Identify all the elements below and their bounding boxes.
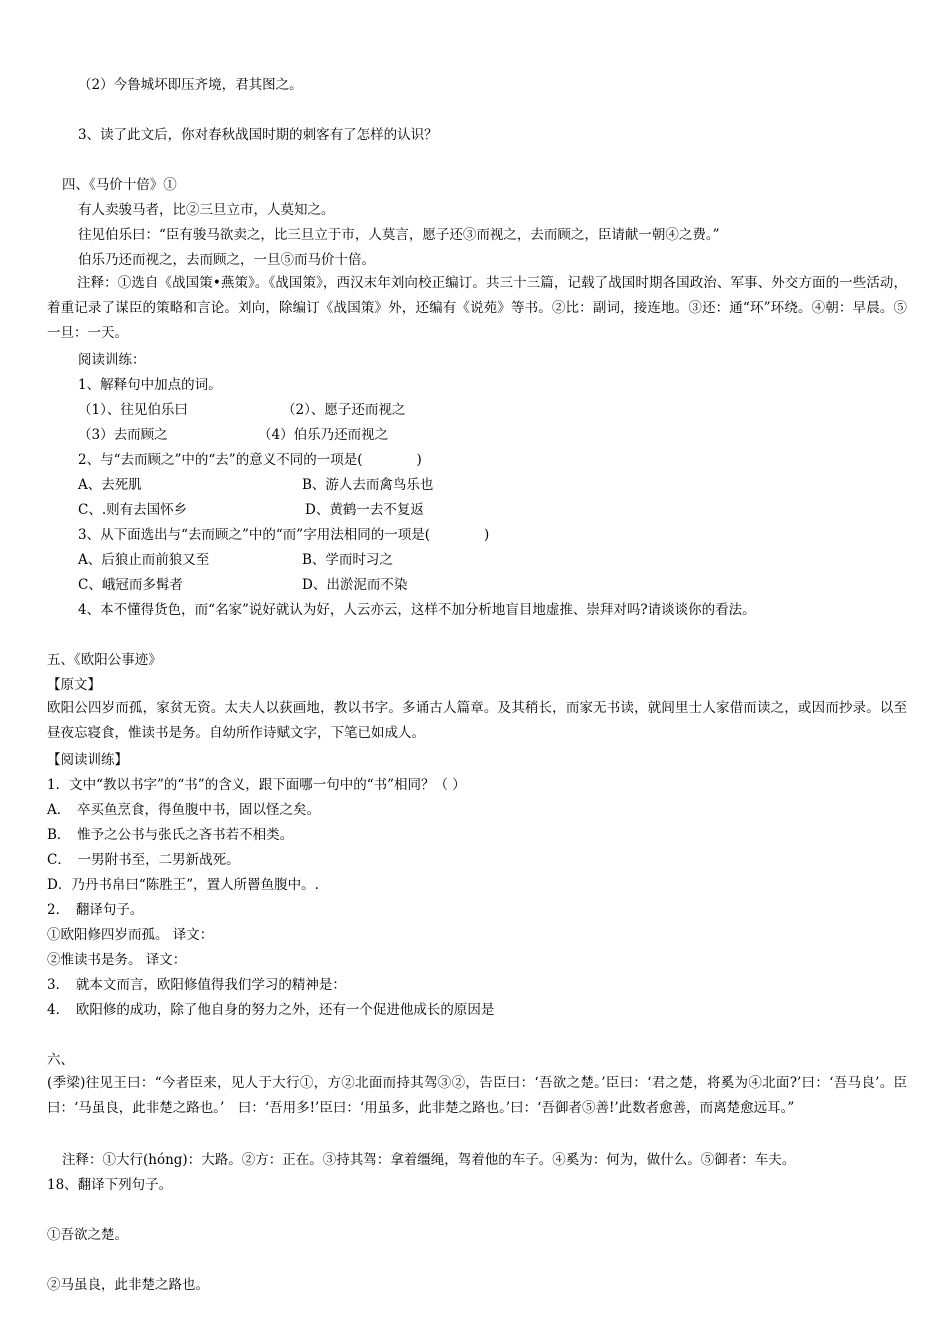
section-4-notes: 注释：①选自《战国策•燕策》。《战国策》，西汉末年刘向校正编订。共三十三篇，记载了战国时期各国政治、军事、外交方面的一些活动，着重记录了谋臣的策略和言论。刘向，除编订《战国策》外，还编有《说苑》等书。②比：副词，接连地。③还：通“环”环绕。④朝：早晨。⑤一旦：一天。 xyxy=(47,275,907,341)
section-4-title: 四、《马价十倍》① xyxy=(62,177,177,193)
section-4-q1-item-4: （4）伯乐乃还而视之 xyxy=(258,427,389,443)
section-4-q3-option-d: D、出淤泥而不染 xyxy=(302,577,408,593)
section-4-para-1: 有人卖骏马者，比②三旦立市，人莫知之。 xyxy=(78,202,335,218)
section-6-text: (季梁)往见王曰：“今者臣来，见人于大行①，方②北面而持其驾③②，告臣曰：‘吾欲之楚。’臣曰：‘君之楚，将奚为④北面?’曰：‘吾马良’。臣曰：‘马虽良，此非楚之路也。’ 曰：‘吾用多!’臣曰：‘用虽多，此非楚之路也。’曰：‘吾御者⑤善!’此数者愈善，而离楚愈远耳。” xyxy=(47,1075,907,1116)
section-5-q1-option-a: A． 卒买鱼烹食，得鱼腹中书，固以怪之矣。 xyxy=(47,802,320,818)
section-6-title: 六、 xyxy=(47,1052,74,1068)
section-4-question-3: 3、从下面选出与“去而顾之”中的“而”字用法相同的一项是( ) xyxy=(78,527,490,543)
section-5-q1-option-b: B． 惟予之公书与张氏之吝书若不相类。 xyxy=(47,827,294,843)
section-4-q3-option-c: C、峨冠而多髯者 xyxy=(78,577,183,593)
section-6-sentence-2: ②马虽良，此非楚之路也。 xyxy=(47,1277,209,1293)
section-4-question-1: 1、解释句中加点的词。 xyxy=(78,377,222,393)
section-4-training-heading: 阅读训练： xyxy=(78,352,146,368)
section-4-q3-option-a: A、后狼止而前狼又至 xyxy=(78,552,210,568)
question-top-3: 3、读了此文后，你对春秋战国时期的刺客有了怎样的认识？ xyxy=(78,127,438,143)
section-5-question-3: 3． 就本文而言，欧阳修值得我们学习的精神是： xyxy=(47,977,346,993)
section-5-q1-option-c: C． 一男附书至，二男新战死。 xyxy=(47,852,240,868)
question-top-2: （2）今鲁城坏即压齐境，君其图之。 xyxy=(78,77,303,93)
section-5-translate-1: ①欧阳修四岁而孤。 译文： xyxy=(47,927,214,943)
section-4-question-4: 4、本不懂得货色，而“名家”说好就认为好，人云亦云，这样不加分析地盲目地虚推、崇拜对吗?请谈谈你的看法。 xyxy=(78,602,756,618)
section-5-question-4: 4． 欧阳修的成功，除了他自身的努力之外，还有一个促进他成长的原因是 xyxy=(47,1002,495,1018)
section-4-q2-option-b: B、游人去而禽鸟乐也 xyxy=(302,477,434,493)
section-4-q2-option-a: A、去死肌 xyxy=(78,477,142,493)
section-5-original-text: 欧阳公四岁而孤，家贫无资。太夫人以荻画地，教以书字。多诵古人篇章。及其稍长，而家无书读，就闾里士人家借而读之，或因而抄录。以至昼夜忘寝食，惟读书是务。自幼所作诗赋文字，下笔已如成人。 xyxy=(47,700,907,741)
section-6-question-18: 18、翻译下列句子。 xyxy=(47,1177,173,1193)
section-5-title: 五、《欧阳公事迹》 xyxy=(47,652,162,668)
section-4-q2-option-c: C、.则有去国怀乡 xyxy=(78,502,188,518)
section-4-q2-option-d: D、黄鹤一去不复返 xyxy=(305,502,424,518)
section-5-original-heading: 【原文】 xyxy=(47,677,101,693)
section-4-q3-option-b: B、学而时习之 xyxy=(302,552,393,568)
section-4-q1-item-3: （3）去而顾之 xyxy=(78,427,168,443)
section-4-q1-item-2: （2）、愿子还而视之 xyxy=(282,402,406,418)
section-5-translate-2: ②惟读书是务。 译文： xyxy=(47,952,187,968)
section-4-q1-item-1: （1）、往见伯乐曰 xyxy=(78,402,188,418)
section-6-sentence-1: ①吾欲之楚。 xyxy=(47,1227,128,1243)
section-4-question-2: 2、与“去而顾之”中的“去”的意义不同的一项是( ) xyxy=(78,452,422,468)
section-5-question-1: 1．文中“教以书字”的“书”的含义，跟下面哪一句中的“书”相同？（ ） xyxy=(47,777,466,793)
section-5-q1-option-d: D．乃丹书帛曰“陈胜王”，置人所罾鱼腹中。. xyxy=(47,877,319,893)
section-5-question-2: 2． 翻译句子。 xyxy=(47,902,144,918)
section-6-notes: 注释：①大行(hóng)：大路。②方：正在。③持其驾：拿着缰绳，驾着他的车子。④奚为：何为，做什么。⑤御者：车夫。 xyxy=(62,1152,796,1168)
section-4-para-3: 伯乐乃还而视之，去而顾之，一旦⑤而马价十倍。 xyxy=(78,252,375,268)
section-4-para-2: 往见伯乐曰：“臣有骏马欲卖之，比三旦立于市，人莫言，愿子还③而视之，去而顾之，臣请献一朝④之费。” xyxy=(78,227,720,243)
section-5-training-heading: 【阅读训练】 xyxy=(47,752,128,768)
